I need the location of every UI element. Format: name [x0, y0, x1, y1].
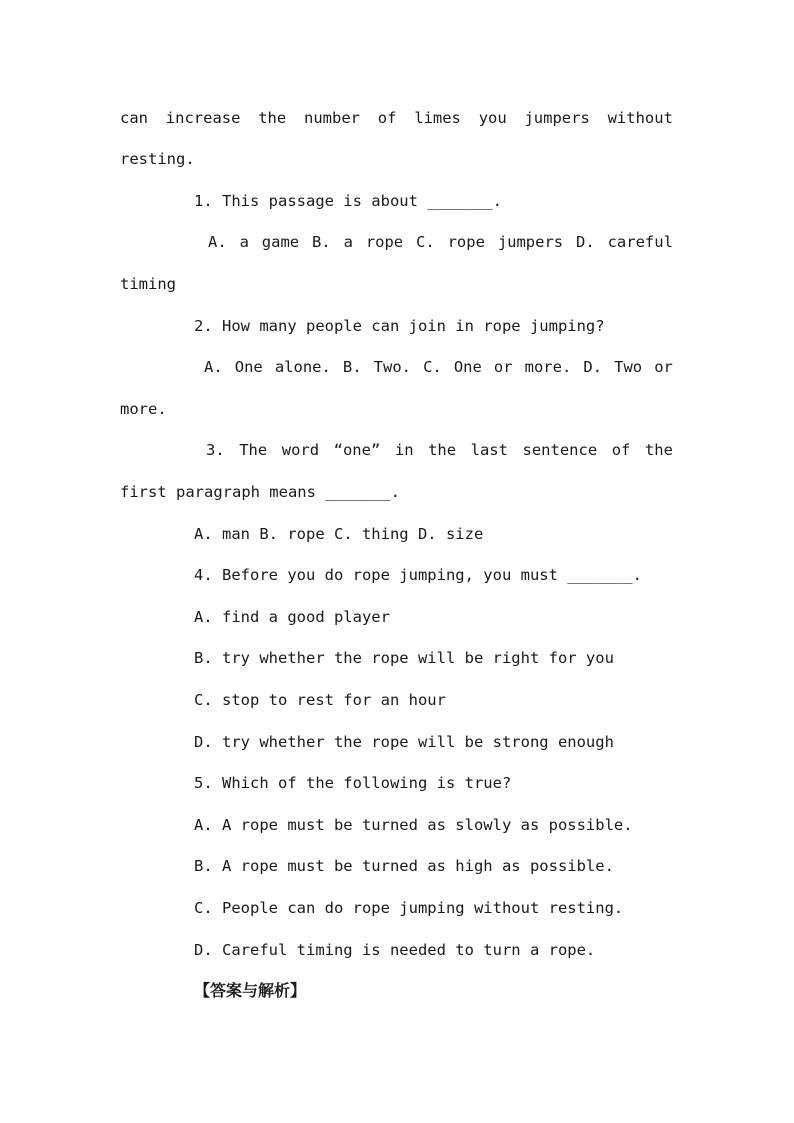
word: the	[258, 109, 287, 127]
word: A.	[204, 358, 223, 376]
question-2-stem: 2. How many people can join in rope jumping?	[194, 317, 605, 335]
question-1-options-wrap: timing	[120, 275, 176, 293]
question-1-options	[208, 232, 673, 252]
question-4-option-d: D. try whether the rope will be strong enough	[194, 733, 614, 751]
word: A.	[208, 233, 227, 251]
word: of	[377, 109, 397, 127]
word: One	[234, 358, 263, 376]
word: last	[470, 441, 508, 459]
word: D.	[576, 233, 595, 251]
passage-fragment-end: resting.	[120, 150, 195, 168]
word: rope	[447, 233, 485, 251]
word: B.	[342, 358, 362, 376]
word: B.	[312, 233, 331, 251]
word: limes	[414, 109, 461, 127]
word: 3.	[206, 441, 225, 459]
word: number	[304, 109, 360, 127]
question-3-options: A. man B. rope C. thing D. size	[194, 525, 484, 543]
word: a	[239, 233, 249, 251]
word: word	[281, 441, 320, 459]
word: you	[478, 109, 507, 127]
question-4-option-a: A. find a good player	[194, 608, 390, 626]
word: Two.	[373, 358, 411, 376]
question-2-options	[204, 357, 673, 377]
word: increase	[165, 109, 241, 127]
question-4-option-c: C. stop to rest for an hour	[194, 691, 446, 709]
word: Two	[614, 358, 643, 376]
word: the	[644, 441, 673, 459]
word: jumpers	[497, 233, 564, 251]
question-2-options-wrap: more.	[120, 400, 167, 418]
question-3-stem	[206, 440, 673, 460]
question-3-stem-wrap: first paragraph means _______.	[120, 483, 400, 501]
answer-heading: 【答案与解析】	[194, 981, 307, 1000]
question-5-option-b: B. A rope must be turned as high as possible.	[194, 857, 614, 875]
word: rope	[365, 233, 404, 251]
question-5-option-a: A. A rope must be turned as slowly as possible.	[194, 816, 633, 834]
question-4-option-b: B. try whether the rope will be right for you	[194, 649, 614, 667]
question-4-stem: 4. Before you do rope jumping, you must _______.	[194, 566, 642, 584]
word: The	[239, 441, 268, 459]
word: jumpers	[524, 109, 590, 127]
word: C.	[416, 233, 435, 251]
word: of	[611, 441, 631, 459]
question-1-stem: 1. This passage is about _______.	[194, 192, 502, 210]
word: game	[261, 233, 300, 251]
question-5-option-c: C. People can do rope jumping without resting.	[194, 899, 624, 917]
word: careful	[607, 233, 673, 251]
word: One	[453, 358, 482, 376]
word: more.	[524, 358, 572, 376]
word: or	[654, 358, 673, 376]
word: without	[607, 109, 673, 127]
word: can	[120, 109, 148, 127]
word: “one”	[333, 441, 381, 459]
word: alone.	[274, 358, 331, 376]
question-5-option-d: D. Careful timing is needed to turn a rope.	[194, 941, 596, 959]
question-5-stem: 5. Which of the following is true?	[194, 774, 512, 792]
passage-fragment-line	[120, 108, 673, 128]
word: a	[343, 233, 353, 251]
word: D.	[583, 358, 603, 376]
word: or	[493, 358, 513, 376]
word: the	[428, 441, 457, 459]
word: sentence	[522, 441, 598, 459]
word: C.	[423, 358, 442, 376]
word: in	[394, 441, 414, 459]
